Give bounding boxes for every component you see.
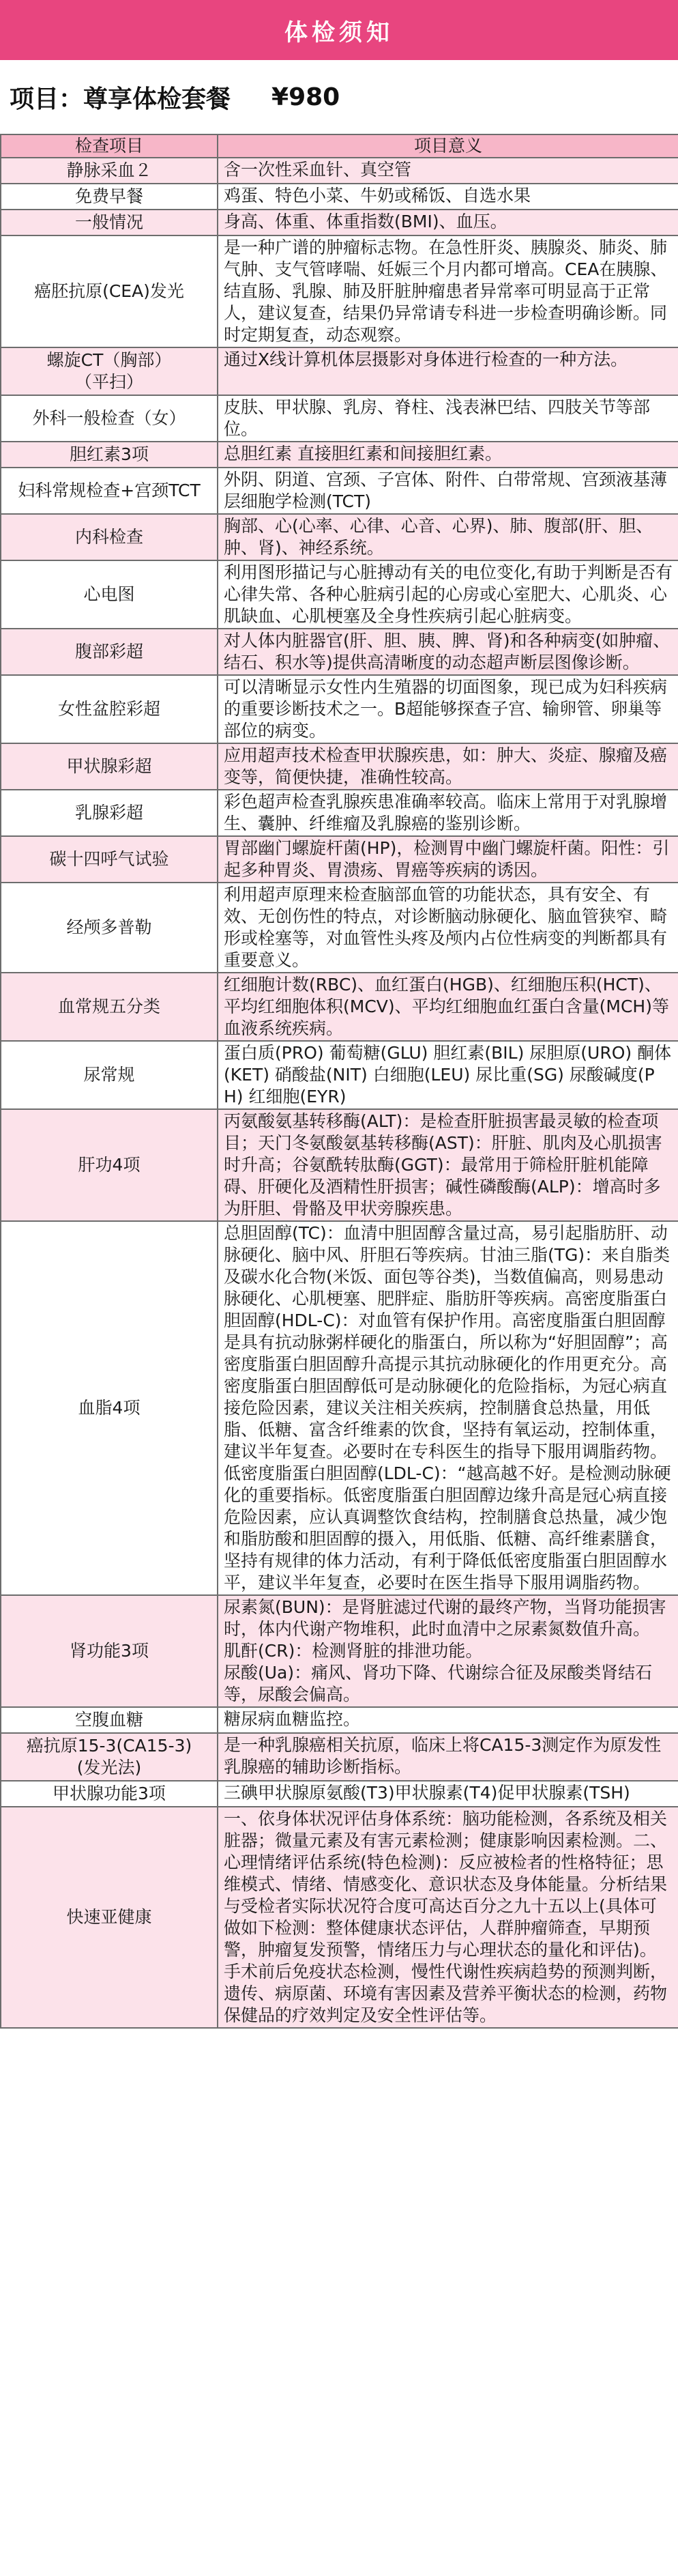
- exam-item-name: 乳腺彩超: [1, 790, 218, 836]
- table-row: [1, 1807, 678, 2028]
- exam-item-description: 糖尿病血糖监控。: [218, 1707, 678, 1733]
- exam-item-description: 丙氨酸氨基转移酶(ALT)：是检查肝脏损害最灵敏的检查项目；天门冬氨酸氨基转移酶(AST)：肝脏、肌肉及心肌损害时升高；谷氨酰转肽酶(GGT)：最常用于筛检肝脏机能障碍、肝硬化及酒精性肝损害；碱性磷酸酶(ALP)：增高时多为肝胆、骨骼及甲状旁腺疾患。: [218, 1109, 678, 1221]
- table-row: [1, 1041, 678, 1109]
- exam-item-description: 尿素氮(BUN)：是肾脏滤过代谢的最终产物，当肾功能损害时，体内代谢产物堆积，此时血清中之尿素氮数值升高。 肌酐(CR)：检测肾脏的排泄功能。 尿酸(Ua)：痛风、肾功下降、代谢综合征及尿酸类肾结石等，尿酸会偏高。: [218, 1595, 678, 1707]
- exam-item-description: 三碘甲状腺原氨酸(T3)甲状腺素(T4)促甲状腺素(TSH): [218, 1781, 678, 1807]
- exam-item-name: 碳十四呼气试验: [1, 836, 218, 883]
- table-row: [1, 395, 678, 442]
- exam-item-description: 是一种广谱的肿瘤标志物。在急性肝炎、胰腺炎、肺炎、肺气肿、支气管哮喘、妊娠三个月内都可增高。CEA在胰腺、结直肠、乳腺、肺及肝脏肿瘤患者异常率可明显高于正常人，建议复查，结果仍异常请专科进一步检查明确诊断。同时定期复查，动态观察。: [218, 235, 678, 347]
- column-header-meaning: 项目意义: [218, 134, 678, 158]
- exam-item-name: 经颅多普勒: [1, 883, 218, 973]
- exam-item-name: 甲状腺功能3项: [1, 1781, 218, 1807]
- exam-item-name: 心电图: [1, 560, 218, 629]
- exam-item-name: 胆红素3项: [1, 442, 218, 468]
- table-row: [1, 560, 678, 629]
- table-row: [1, 468, 678, 514]
- table-row: [1, 675, 678, 743]
- table-row: [1, 743, 678, 790]
- exam-item-description: 一、依身体状况评估身体系统：脑功能检测，各系统及相关脏器；微量元素及有害元素检测；健康影响因素检测。二、心理情绪评估系统(特色检测)：反应被检者的性格特征；思维模式、情绪、情感变化、意识状态及身体能量。分析结果与受检者实际状况符合度可高达百分之九十五以上(具体可做如下检测：整体健康状态评估，人群肿瘤筛查，早期预警，肿瘤复发预警，情绪压力与心理状态的量化和评估)。手术前后免疫状态检测，慢性代谢性疾病趋势的预测判断，遗传、病原菌、环境有害因素及营养平衡状态的检测，药物保健品的疗效判定及安全性评估等。: [218, 1807, 678, 2028]
- exam-item-description: 通过X线计算机体层摄影对身体进行检查的一种方法。: [218, 347, 678, 395]
- exam-item-name: 空腹血糖: [1, 1707, 218, 1733]
- package-line: [0, 60, 678, 134]
- exam-item-description: 含一次性采血针、真空管: [218, 158, 678, 184]
- table-row: [1, 1595, 678, 1707]
- exam-item-description: 外阴、阴道、宫颈、子宫体、附件、白带常规、宫颈液基薄层细胞学检测(TCT): [218, 468, 678, 514]
- exam-item-description: 利用超声原理来检查脑部血管的功能状态，具有安全、有效、无创伤性的特点，对诊断脑动脉硬化、脑血管狭窄、畸形或栓塞等，对血管性头疼及颅内占位性病变的判断都具有重要意义。: [218, 883, 678, 973]
- exam-item-name: 静脉采血２: [1, 158, 218, 184]
- exam-item-name: 妇科常规检查+宫颈TCT: [1, 468, 218, 514]
- exam-item-description: 总胆红素 直接胆红素和间接胆红素。: [218, 442, 678, 468]
- exam-table: [0, 134, 678, 2029]
- table-row: [1, 1109, 678, 1221]
- exam-item-description: 应用超声技术检查甲状腺疾患，如：肿大、炎症、腺瘤及癌变等，简便快捷，准确性较高。: [218, 743, 678, 790]
- exam-item-description: 胃部幽门螺旋杆菌(HP)，检测胃中幽门螺旋杆菌。阳性：引起多种胃炎、胃溃疡、胃癌等疾病的诱因。: [218, 836, 678, 883]
- exam-item-name: 腹部彩超: [1, 629, 218, 675]
- exam-item-name: 内科检查: [1, 514, 218, 560]
- table-row: [1, 184, 678, 210]
- exam-item-name: 癌胚抗原(CEA)发光: [1, 235, 218, 347]
- exam-item-description: 鸡蛋、特色小菜、牛奶或稀饭、自选水果: [218, 184, 678, 210]
- exam-item-description: 红细胞计数(RBC)、血红蛋白(HGB)、红细胞压积(HCT)、平均红细胞体积(MCV)、平均红细胞血红蛋白含量(MCH)等血液系统疾病。: [218, 973, 678, 1041]
- exam-item-name: 甲状腺彩超: [1, 743, 218, 790]
- table-row: [1, 514, 678, 560]
- exam-item-description: 利用图形描记与心脏搏动有关的电位变化,有助于判断是否有心律失常、各种心脏病引起的心房或心室肥大、心肌炎、心肌缺血、心肌梗塞及全身性疾病引起心脏病变。: [218, 560, 678, 629]
- exam-item-name: 外科一般检查（女）: [1, 395, 218, 442]
- header-title: 体检须知: [0, 0, 678, 60]
- table-row: [1, 158, 678, 184]
- exam-item-name: 快速亚健康: [1, 1807, 218, 2028]
- table-row: [1, 347, 678, 395]
- table-row: [1, 1733, 678, 1781]
- exam-item-description: 身高、体重、体重指数(BMI)、血压。: [218, 210, 678, 235]
- package-price: ¥980: [271, 83, 340, 111]
- table-row: [1, 790, 678, 836]
- table-row: [1, 836, 678, 883]
- exam-item-name: 一般情况: [1, 210, 218, 235]
- table-header-row: [1, 134, 678, 158]
- exam-item-description: 是一种乳腺癌相关抗原，临床上将CA15-3测定作为原发性乳腺癌的辅助诊断指标。: [218, 1733, 678, 1781]
- exam-item-description: 胸部、心(心率、心律、心音、心界)、肺、腹部(肝、胆、肿、肾)、神经系统。: [218, 514, 678, 560]
- column-header-item: 检查项目: [1, 134, 218, 158]
- exam-item-description: 对人体内脏器官(肝、胆、胰、脾、肾)和各种病变(如肿瘤、结石、积水等)提供高清晰度的动态超声断层图像诊断。: [218, 629, 678, 675]
- exam-item-name: 螺旋CT（胸部） （平扫）: [1, 347, 218, 395]
- exam-item-name: 血脂4项: [1, 1221, 218, 1595]
- table-row: [1, 442, 678, 468]
- table-row: [1, 629, 678, 675]
- exam-item-description: 总胆固醇(TC)：血清中胆固醇含量过高，易引起脂肪肝、动脉硬化、脑中风、肝胆石等疾病。甘油三脂(TG)：来自脂类及碳水化合物(米饭、面包等谷类)，当数值偏高，则易患动脉硬化、心肌梗塞、肥胖症、脂肪肝等疾病。高密度脂蛋白胆固醇(HDL-C)：对血管有保护作用。高密度脂蛋白胆固醇是具有抗动脉粥样硬化的脂蛋白，所以称为“好胆固醇”；高密度脂蛋白胆固醇升高提示其抗动脉硬化的作用更充分。高密度脂蛋白胆固醇低可是动脉硬化的危险指标，为冠心病直接危险因素，建议关注相关疾病，控制膳食总热量，用低脂、低糖、富含纤维素的饮食，坚持有氧运动，控制体重，建议半年复查。必要时在专科医生的指导下服用调脂药物。低密度脂蛋白胆固醇(LDL-C)：“越高越不好。是检测动脉硬化的重要指标。低密度脂蛋白胆固醇边缘升高是冠心病直接危险因素，应认真调整饮食结构，控制膳食总热量，减少饱和脂肪酸和胆固醇的摄入，用低脂、低糖、高纤维素膳食，坚持有规律的体力活动，有利于降低低密度脂蛋白胆固醇水平，建议半年复查，必要时在医生指导下服用调脂药物。: [218, 1221, 678, 1595]
- table-row: [1, 883, 678, 973]
- exam-item-name: 肝功4项: [1, 1109, 218, 1221]
- exam-item-name: 女性盆腔彩超: [1, 675, 218, 743]
- exam-item-description: 可以清晰显示女性内生殖器的切面图象，现已成为妇科疾病的重要诊断技术之一。B超能够探查子宫、输卵管、卵巢等部位的病变。: [218, 675, 678, 743]
- table-row: [1, 1781, 678, 1807]
- table-row: [1, 235, 678, 347]
- exam-item-name: 血常规五分类: [1, 973, 218, 1041]
- package-label: 项目：尊享体检套餐: [10, 85, 231, 113]
- table-row: [1, 210, 678, 235]
- exam-item-name: 肾功能3项: [1, 1595, 218, 1707]
- exam-item-name: 尿常规: [1, 1041, 218, 1109]
- exam-item-name: 癌抗原15-3(CA15-3) (发光法): [1, 1733, 218, 1781]
- table-row: [1, 973, 678, 1041]
- exam-item-description: 皮肤、甲状腺、乳房、脊柱、浅表淋巴结、四肢关节等部位。: [218, 395, 678, 442]
- table-row: [1, 1221, 678, 1595]
- table-row: [1, 1707, 678, 1733]
- exam-item-description: 彩色超声检查乳腺疾患准确率较高。临床上常用于对乳腺增生、囊肿、纤维瘤及乳腺癌的鉴别诊断。: [218, 790, 678, 836]
- exam-item-description: 蛋白质(PRO) 葡萄糖(GLU) 胆红素(BIL) 尿胆原(URO) 酮体(KET) 硝酸盐(NIT) 白细胞(LEU) 尿比重(SG) 尿酸碱度(PH) 红细胞(EYR): [218, 1041, 678, 1109]
- exam-item-name: 免费早餐: [1, 184, 218, 210]
